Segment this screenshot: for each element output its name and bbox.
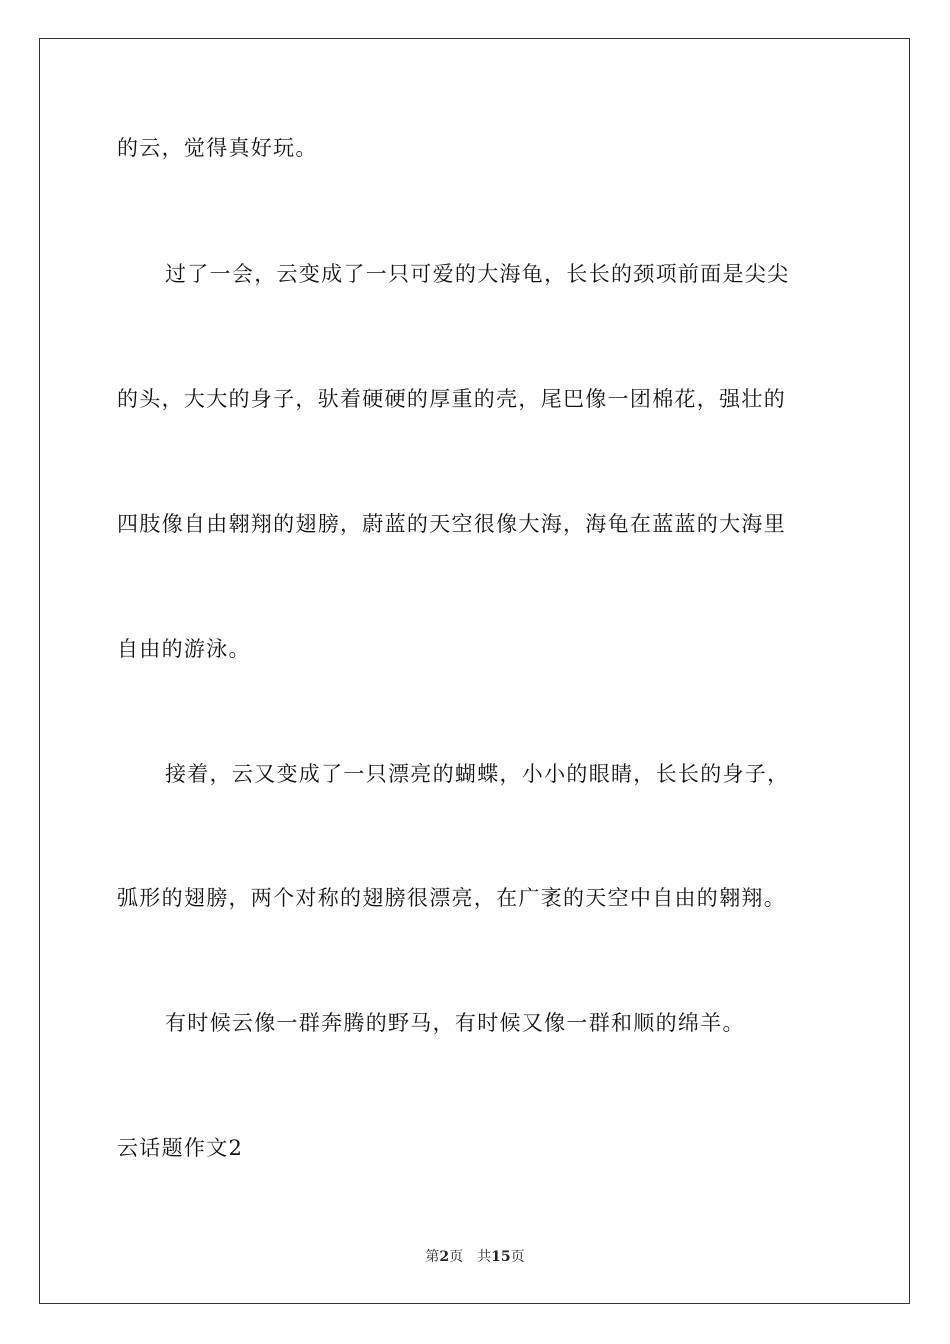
page-border (39, 38, 910, 1304)
total-prefix: 共 (477, 1249, 492, 1265)
paragraph-line: 自由的游泳。 (117, 637, 251, 661)
paragraph-line: 接着，云又变成了一只漂亮的蝴蝶，小小的眼睛，长长的身子， (165, 762, 790, 786)
section-heading: 云话题作文2 (117, 1136, 244, 1160)
paragraph-line: 的头，大大的身子，驮着硬硬的厚重的壳，尾巴像一团棉花，强壮的 (117, 387, 786, 411)
page-footer (0, 1248, 950, 1266)
paragraph-line: 弧形的翅膀，两个对称的翅膀很漂亮，在广袤的天空中自由的翱翔。 (117, 886, 786, 910)
paragraph-line: 四肢像自由翱翔的翅膀，蔚蓝的天空很像大海，海龟在蓝蓝的大海里 (117, 512, 786, 536)
paragraph-line: 过了一会，云变成了一只可爱的大海龟，长长的颈项前面是尖尖 (165, 262, 790, 286)
current-page-number: 2 (439, 1249, 450, 1265)
paragraph-line: 的云，觉得真好玩。 (117, 136, 318, 160)
total-suffix: 页 (510, 1249, 525, 1265)
page-suffix: 页 (449, 1249, 464, 1265)
paragraph-line: 有时候云像一群奔腾的野马，有时候又像一群和顺的绵羊。 (165, 1011, 745, 1035)
total-page-count: 15 (491, 1249, 511, 1265)
page-prefix: 第 (425, 1249, 440, 1265)
